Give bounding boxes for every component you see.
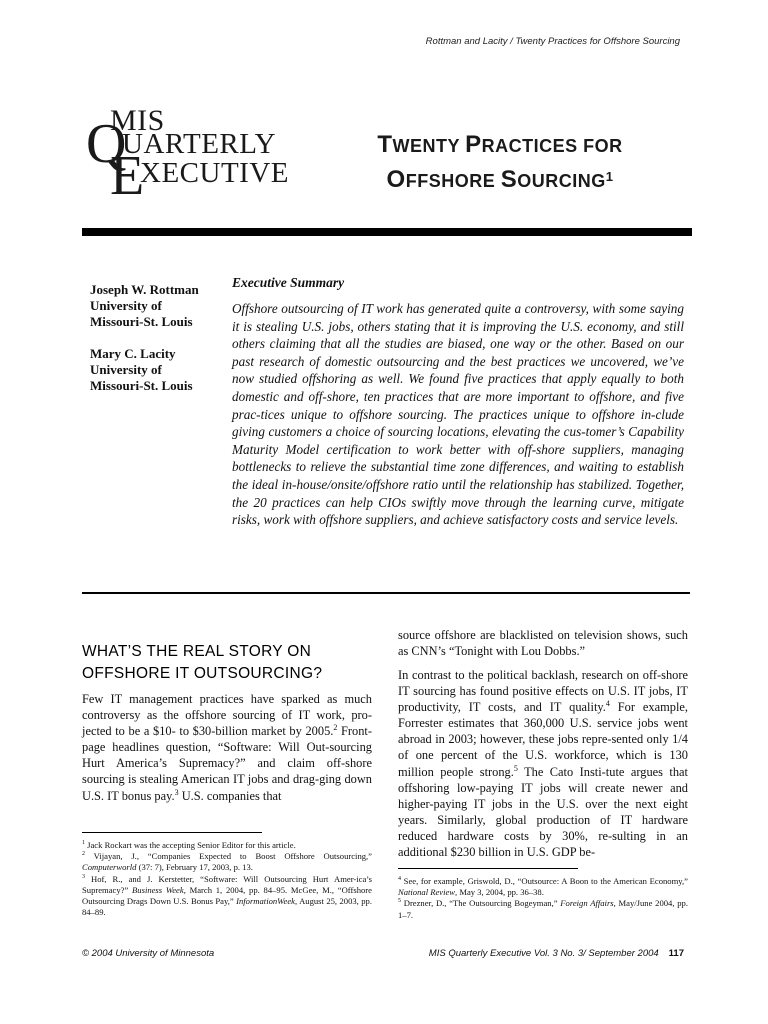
footnote-mark: 3 — [82, 873, 85, 880]
footnote-text: , May/June 2004, pp. 1–7. — [398, 898, 688, 920]
footnotes-right — [398, 876, 688, 921]
title-word: FFSHORE — [405, 171, 501, 191]
body-column-right-continuation: source offshore are blacklisted on television shows, such as CNN’s “Tonight with Lou Dobbs.” — [398, 628, 688, 659]
running-head: Rottman and Lacity / Twenty Practices for Offshore Sourcing — [425, 36, 680, 47]
body-text: Front-page headlines question, “Software: Will Out-sourcing Hurt America’s Supremacy?” and claim off-shore sourcing is stealing American IT jobs and drag-ging down U.S. IT bonus pay. — [82, 724, 372, 803]
footnote-ref[interactable]: 2 — [333, 723, 338, 733]
logo-mis: MIS — [110, 104, 165, 137]
footnote-source: InformationWeek — [236, 896, 295, 907]
footnote-ref[interactable]: 4 — [605, 699, 610, 709]
footnotes-left — [82, 840, 372, 918]
author-affiliation: Missouri-St. Louis — [90, 378, 193, 393]
title-initial: T — [377, 131, 393, 158]
executive-summary-heading: Executive Summary — [232, 275, 345, 290]
footnote-ref[interactable]: 3 — [174, 787, 179, 797]
title-word: RACTICES FOR — [481, 136, 623, 156]
logo-uarterly: UARTERLY — [122, 128, 277, 160]
logo-initial-e: E — [110, 145, 145, 207]
footnote-text: See, for example, Griswold, D., “Outsource: A Boon to the American Economy,” — [401, 876, 688, 886]
body-column-left — [82, 691, 372, 804]
footnote-ref[interactable]: 5 — [513, 763, 518, 773]
title-initial: O — [386, 166, 406, 193]
body-text: For example, Forrester estimates that 360,000 U.S. service jobs went abroad in 2003; however, these jobs repre-sented only 1/4 of one percent of the U.S. workforce, which is 130 million people strong. — [398, 700, 688, 779]
page-number: 117 — [668, 948, 684, 959]
footer-journal-info: MIS Quarterly Executive Vol. 3 No. 3/ September 2004 — [428, 948, 659, 959]
footnote-mark: 2 — [82, 851, 85, 858]
author-affiliation: Missouri-St. Louis — [90, 314, 193, 329]
author-affiliation: University of — [90, 298, 162, 313]
section-heading — [82, 641, 382, 685]
body-text: In contrast to the political backlash, research on off-shore IT sourcing has found positive effects on U.S. IT jobs, IT productivity, IT costs, and IT quality. — [398, 668, 688, 715]
article-title — [320, 128, 680, 198]
title-word: OURCING — [517, 171, 606, 191]
footnote-text: , August 25, 2003, pp. 84–89. — [82, 896, 373, 918]
footnote-text: Vijayan, J., “Companies Expected to Boost Offshore Outsourcing,” — [85, 851, 372, 862]
footnote-mark: 4 — [398, 876, 401, 883]
executive-summary-body: Offshore outsourcing of IT work has generated quite a controversy, with some saying it is stealing U.S. jobs, others stating that it is improving the U.S. economy, and still others claiming that all the studies are biased, one way or the other. Based on our past research of domestic outsourcing and the best practices we uncovered, we’ve now studied offshoring as well. We found five practices that apply equally to both domestic and off-shore, ten practices that are more important to offshore, and five prac-tices unique to offshore sourcing. The practices unique to offshore in-clude giving customers a choice of sourcing locations, elevating the cus-tomer’s Capability Maturity Model certification to work better with off-shore suppliers, managing bottlenecks to relieve the substantial time zone differences, and waiting to establish the ideal in-house/onsite/offshore ratio until the relationship has stabilized. Together, the 20 practices can help CIOs swiftly move through the learning curve, mitigate risks, work with offshore suppliers, and achieve satisfactory costs and service levels. — [232, 301, 684, 528]
section-heading-line: OFFSHORE IT OUTSOURCING? — [82, 665, 323, 682]
title-divider — [82, 228, 692, 236]
footnote — [82, 840, 372, 851]
footnote-text: Jack Rockart was the accepting Senior Editor for this article. — [85, 840, 296, 850]
footnote-text: , May 3, 2004, pp. 36–38. — [455, 887, 544, 898]
footnote — [82, 851, 372, 873]
body-text: Few IT management practices have sparked as much controversy as the offshore sourcing of IT work, pro-jected to be a $10- to $30-billion market by 2005. — [82, 692, 372, 739]
footnote — [398, 898, 688, 920]
footnote-divider — [82, 832, 262, 833]
title-initial: S — [500, 166, 518, 193]
author-name: Joseph W. Rottman — [90, 282, 199, 297]
title-footnote-mark[interactable]: 1 — [605, 169, 614, 184]
footnote — [82, 874, 372, 919]
footnote-text: (37: 7), February 17, 2003, p. 13. — [136, 862, 253, 873]
footnote — [398, 876, 688, 898]
title-line-2 — [320, 163, 680, 198]
footer-copyright: © 2004 University of Minnesota — [82, 948, 215, 959]
footnote-text: Hof, R., and J. Kerstetter, “Software: Will Outsourcing Hurt Amer-ica’s Supremacy?” — [82, 873, 372, 895]
footnote-text: Drezner, D., “The Outsourcing Bogeyman,” — [401, 898, 561, 909]
logo-xecutive: XECUTIVE — [140, 157, 289, 189]
footnote-source: Computerworld — [82, 862, 137, 873]
section-divider — [82, 592, 690, 594]
footnote-source: National Review — [398, 887, 456, 898]
footer-citation — [429, 948, 684, 959]
footnote-source: Business Week — [132, 884, 184, 895]
footnote-mark: 5 — [398, 898, 401, 905]
section-heading-line: WHAT’S THE REAL STORY ON — [82, 643, 312, 660]
body-text: The Cato Insti-tute argues that offshoring low-paying IT jobs will create newer and higher-paying IT jobs in the U.S. over the next eight years. Similarly, global production of IT hardware reduced hardware costs by 30%, re-sulting in an additional $230 billion in U.S. GDP be- — [398, 764, 688, 860]
body-column-right — [398, 667, 688, 860]
footnote-text: , March 1, 2004, pp. 84–95. McGee, M., “Offshore Outsourcing Drags Down U.S. Bonus Pay,” — [82, 884, 372, 907]
footnote-mark: 1 — [82, 840, 85, 847]
author-block — [90, 282, 230, 394]
title-word: WENTY — [392, 136, 466, 156]
author-name: Mary C. Lacity — [90, 346, 176, 361]
footnote-divider — [398, 868, 578, 869]
title-line-1 — [320, 128, 680, 163]
journal-logo — [86, 104, 292, 207]
title-initial: P — [465, 131, 482, 158]
footnote-source: Foreign Affairs — [560, 898, 614, 909]
body-text: U.S. companies that — [178, 788, 282, 803]
author-affiliation: University of — [90, 362, 162, 377]
logo-initial-q: Q — [86, 113, 127, 175]
